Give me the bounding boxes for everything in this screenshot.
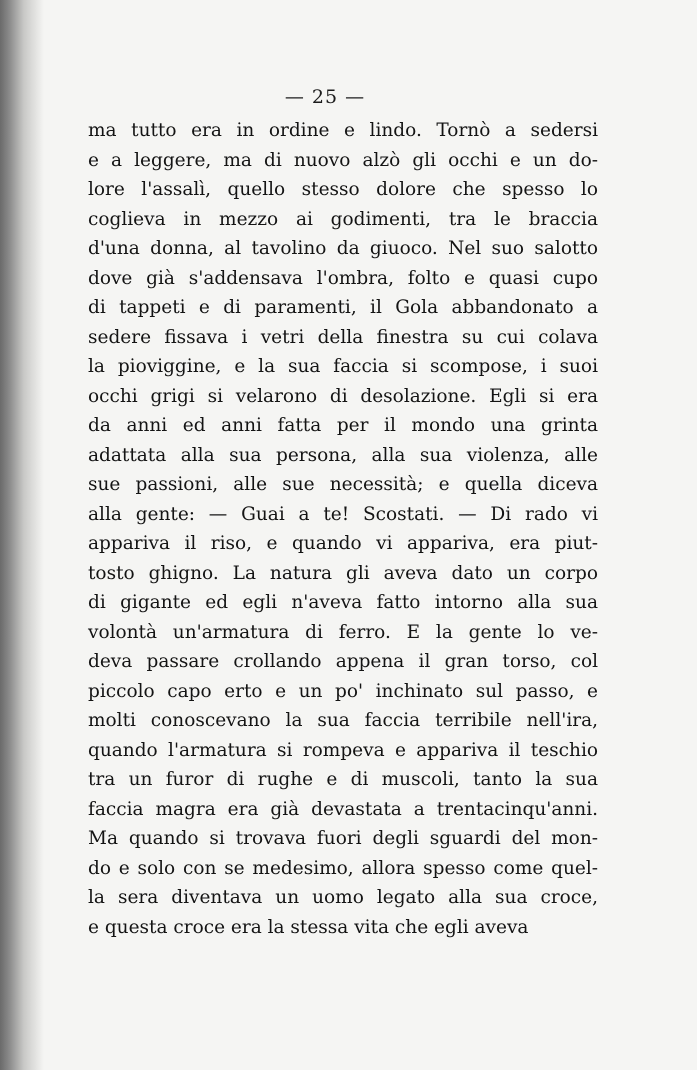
text-line: alla gente: — Guai a te! Scostati. — Di rado vi <box>88 503 598 525</box>
text-line: ma tutto era in ordine e lindo. Tornò a sedersi <box>88 120 598 141</box>
body-text <box>88 116 598 942</box>
text-line: Ma quando si trovava fuori degli sguardi del mon- <box>88 828 598 849</box>
text-line: quando l'armatura si rompeva e appariva il teschio <box>88 739 598 761</box>
text-line: da anni ed anni fatta per il mondo una grinta <box>88 415 598 436</box>
text-line: dove già s'addensava l'ombra, folto e quasi cupo <box>88 267 598 289</box>
text-line: tra un furor di rughe e di muscoli, tanto la sua <box>88 769 598 790</box>
text-line: e questa croce era la stessa vita che egli aveva <box>88 916 529 938</box>
text-line: volontà un'armatura di ferro. E la gente lo ve- <box>88 621 598 643</box>
text-line: di gigante ed egli n'aveva fatto intorno alla sua <box>88 592 598 613</box>
text-line: coglieva in mezzo ai godimenti, tra le braccia <box>88 208 598 230</box>
text-line: d'una donna, al tavolino da giuoco. Nel suo salotto <box>88 238 598 259</box>
text-line: do e solo con se medesimo, allora spesso come quel- <box>88 857 598 879</box>
page-number: — 25 — <box>284 86 366 108</box>
text-line: adattata alla sua persona, alla sua violenza, alle <box>88 444 598 466</box>
text-line: la pioviggine, e la sua faccia si scompose, i suoi <box>88 356 598 377</box>
text-line: tosto ghigno. La natura gli aveva dato un corpo <box>88 562 598 584</box>
text-line: lore l'assalì, quello stesso dolore che spesso lo <box>88 179 598 200</box>
text-line: molti conoscevano la sua faccia terribile nell'ira, <box>88 710 598 731</box>
text-line: deva passare crollando appena il gran torso, col <box>88 651 598 672</box>
text-line: piccolo capo erto e un po' inchinato sul passo, e <box>88 680 598 702</box>
text-line: occhi grigi si velarono di desolazione. Egli si era <box>88 385 598 407</box>
text-line: faccia magra era già devastata a trentacinqu'anni. <box>88 798 598 820</box>
text-line: la sera diventava un uomo legato alla sua croce, <box>88 887 598 908</box>
text-line: di tappeti e di paramenti, il Gola abbandonato a <box>88 297 598 318</box>
text-line: sue passioni, alle sue necessità; e quella diceva <box>88 474 598 495</box>
text-line: sedere fissava i vetri della finestra su cui colava <box>88 326 598 348</box>
binding-edge <box>0 0 44 1070</box>
text-line: appariva il riso, e quando vi appariva, era piut- <box>88 533 598 554</box>
text-line: e a leggere, ma di nuovo alzò gli occhi e un do- <box>88 149 598 171</box>
